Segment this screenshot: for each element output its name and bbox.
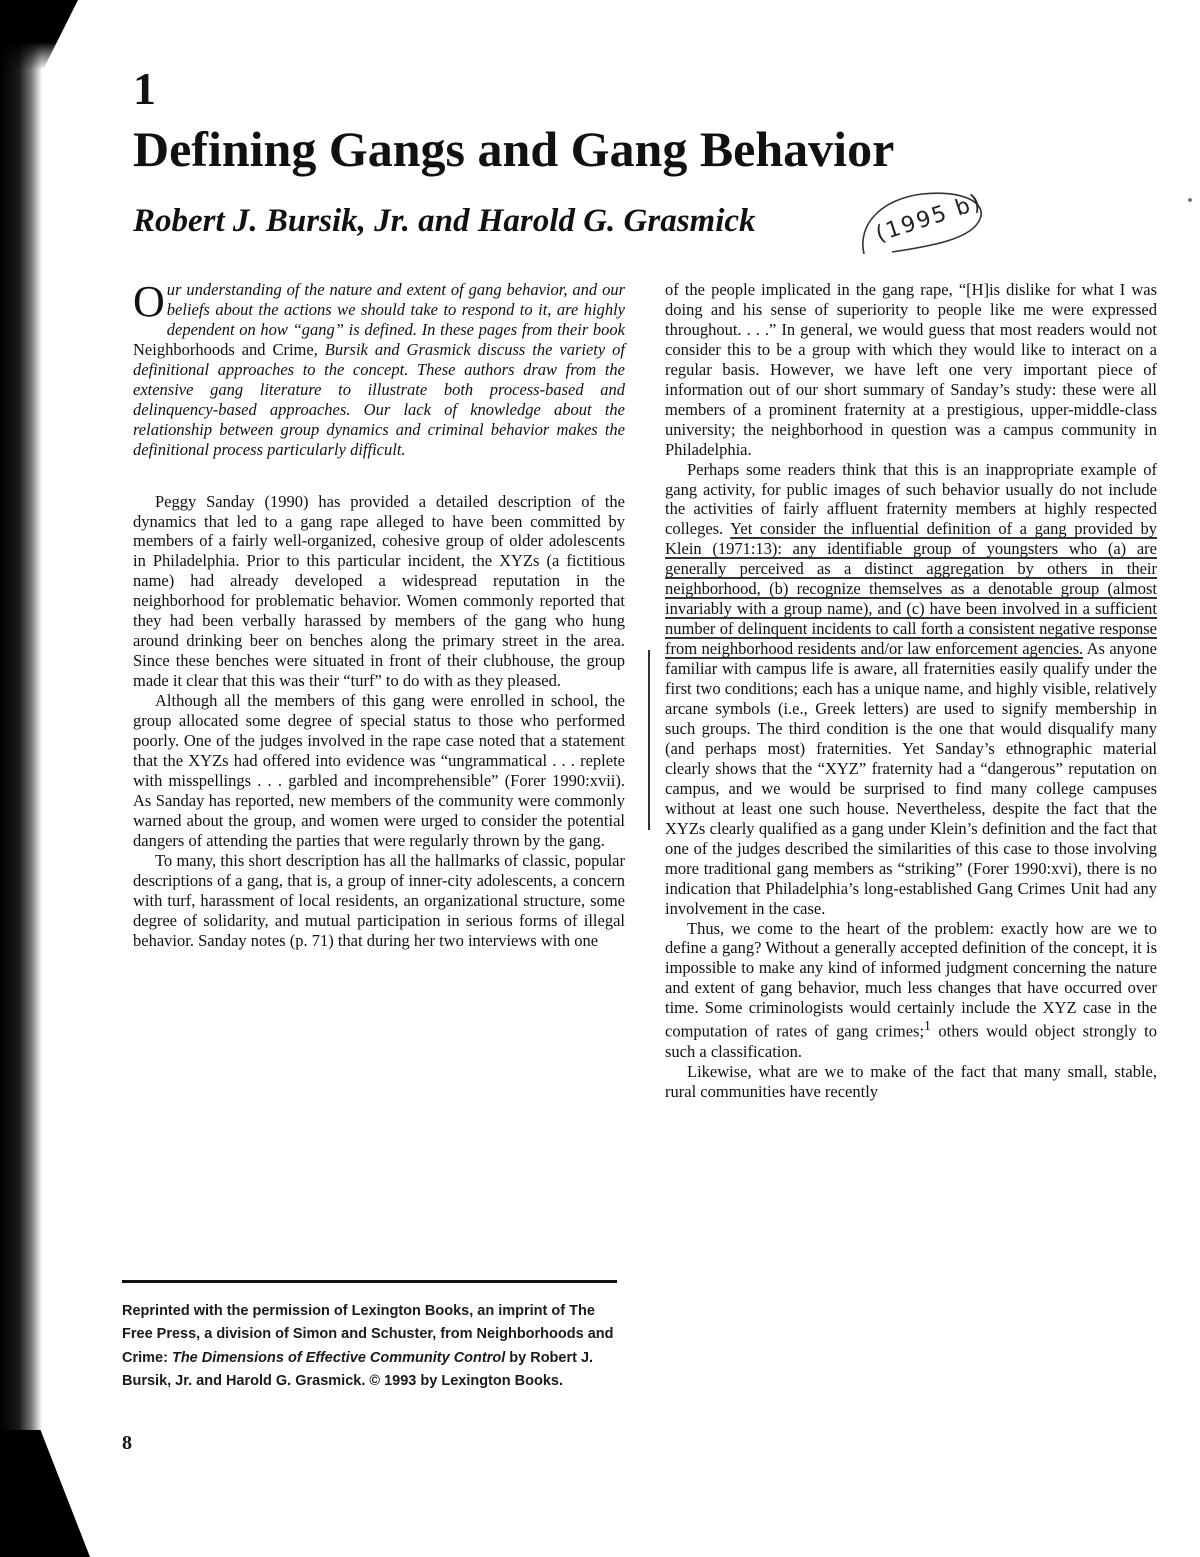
footnote-text-1: Reprinted with the permission of Lexington Books, an imprint of The Free Press, a division of Simon and Schuster, from Neighborhoods and Crime: bbox=[122, 1303, 614, 1366]
page-number: 8 bbox=[122, 1432, 132, 1454]
footnote-text-2: by Robert J. Bursik, Jr. and Harold G. Grasmick. © 1993 by Lexington Books. bbox=[122, 1349, 594, 1390]
drop-cap: O bbox=[133, 277, 165, 326]
body-paragraph: To many, this short description has all the hallmarks of classic, popular descriptions of a gang, that is, a group of inner-city adolescents, a concern with turf, harassment of local residents, an organizational structure, some degree of solidarity, and mutual participation in serious forms of illegal behavior. Sanday notes (p. 71) that during her two interviews with one bbox=[133, 850, 625, 950]
body-paragraph: Although all the members of this gang were enrolled in school, the group allocated some degree of special status to those who performed poorly. One of the judges involved in the rape case noted that a statement that the XYZs had offered into evidence was “ungrammatical . . . replete with misspellings . . . garbled and incomprehensible” (Forer 1990:xvii). As Sanday has reported, new members of the community were commonly warned about the group, and women were urged to consider the potential dangers of attending the parties that were regularly thrown by the gang. bbox=[133, 691, 625, 850]
footnote-marker: 1 bbox=[924, 1018, 931, 1034]
scan-edge-shadow bbox=[0, 0, 42, 1557]
margin-note-text: (1995 b) bbox=[872, 189, 986, 248]
chapter-title: Defining Gangs and Gang Behavior bbox=[133, 121, 895, 177]
reprint-permission-note bbox=[122, 1300, 617, 1394]
abstract-text-2: , Bursik and Grasmick discuss the variety of definitional approaches to the concept. These authors draw from the extensive gang literature to illustrate both process-based and delinquency-based approaches. Our lack of knowledge about the relationship between group dynamics and criminal behavior makes the definitional process particularly difficult. bbox=[133, 339, 625, 459]
paragraph-end: others would object strongly to such a classification. bbox=[665, 1021, 1158, 1061]
underlined-klein-definition: Yet consider the influential definition of a gang provided by Klein (1971:13): any identifiable group of youngsters who (a) are generally perceived as a distinct aggregation by others in their neighborhood, (b) recognize themselves as a denotable group (almost invariably with a group name), and (c) have been involved in a sufficient number of delinquent incidents to call forth a consistent negative response from neighborhood residents and/or law enforcement agencies. bbox=[665, 519, 1157, 659]
handwritten-margin-note bbox=[852, 184, 992, 274]
body-paragraph: of the people implicated in the gang rape, “[H]is dislike for what I was doing and his sense of superiority to people like me were expressed throughout. . . .” In general, we would guess that most readers would not consider this to be a group with which they would like to interact on a regular basis. However, we have left one very important piece of information out of our short summary of Sanday’s study: these were all members of a prominent fraternity at a prestigious, upper-middle-class university; the neighborhood in question was a campus community in Philadelphia. bbox=[665, 280, 1157, 459]
paragraph-tail: As anyone familiar with campus life is aware, all fraternities easily qualify under the first two conditions; each has a unique name, and highly visible, relatively arcane symbols (i.e., Greek letters) are used to signify membership in such groups. The third condition is the one that would disqualify many (and perhaps most) fraternities. Yet Sanday’s ethnographic material clearly shows that the “XYZ” fraternity had a “dangerous” reputation on campus, and we would be surprised to find many college campuses without at least one such house. Nevertheless, despite the fact that the XYZs clearly qualified as a gang under Klein’s definition and the fact that one of the judges described the similarities of this case to those involving more traditional gang members as “striking” (Forer 1990:xvi), there is no indication that Philadelphia’s long-established Gang Crimes Unit had any involvement in the case. bbox=[665, 639, 1157, 918]
abstract-book-title: Neighborhoods and Crime bbox=[133, 339, 314, 359]
paragraph-lead: Perhaps some readers think that this is an inappropriate example of gang activity, for public images of such behavior usually do not include the activities of fairly affluent fraternity members at highly respected colleges. bbox=[665, 459, 1157, 539]
right-column bbox=[665, 280, 1157, 1102]
footnote-rule bbox=[122, 1280, 617, 1283]
paragraph-main: Thus, we come to the heart of the problem: exactly how are we to define a gang? Without a generally accepted definition of the concept, it is impossible to make any kind of informed judgment concerning the nature and extent of gang behavior, much less changes that have occurred over time. Some criminologists would certainly include the XYZ case in the computation of rates of gang crimes; bbox=[665, 918, 1157, 1041]
footnote-book-subtitle: The Dimensions of Effective Community Control bbox=[171, 1349, 506, 1366]
chapter-number: 1 bbox=[133, 63, 156, 114]
chapter-authors: Robert J. Bursik, Jr. and Harold G. Grasmick bbox=[133, 203, 756, 239]
body-paragraph: Peggy Sanday (1990) has provided a detailed description of the dynamics that led to a gang rape alleged to have been committed by members of a fairly well-organized, cohesive group of older adolescents in Philadelphia. Prior to this particular incident, the XYZs (a fictitious name) had already developed a widespread reputation in the neighborhood for problematic behavior. Women commonly reported that they had been verbally harassed by members of the gang who hung around drinking beer on benches along the primary street in the area. Since these benches were situated in front of their clubhouse, the group made it clear that this was their “turf” to do with as they pleased. bbox=[133, 491, 625, 691]
body-paragraph: Likewise, what are we to make of the fact that many small, stable, rural communities have recently bbox=[665, 1061, 1157, 1101]
chapter-abstract bbox=[133, 277, 625, 460]
body-paragraph-klein-definition bbox=[665, 460, 1157, 919]
abstract-text-1: ur understanding of the nature and extent of gang behavior, and our beliefs about the actions we should take to respond to it, are highly dependent on how “gang” is defined. In these pages from their book bbox=[166, 280, 625, 339]
handwritten-margin-bracket bbox=[648, 650, 656, 830]
scan-speck bbox=[1188, 198, 1192, 202]
left-column bbox=[133, 277, 625, 951]
body-paragraph bbox=[665, 919, 1157, 1062]
